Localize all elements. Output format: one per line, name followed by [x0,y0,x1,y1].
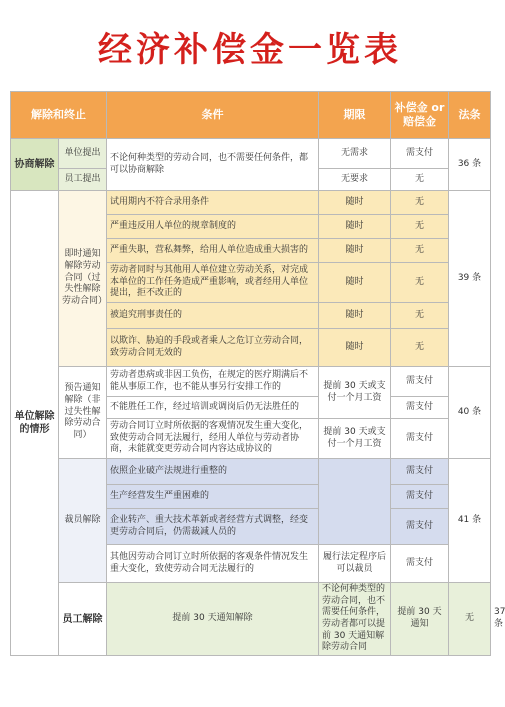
table-row [11,459,491,485]
compensation-table [10,91,505,656]
compensation-cell: 需支付 [391,459,449,485]
table-row: 员工解除 提前 30 天通知解除 不论何种类型的劳动合同，也不需要任何条件，劳动者都可以提前 30 天通知解除劳动合同 提前 30 天通知 无 37 条 [11,583,491,656]
condition-cell: 劳动者同时与其他用人单位建立劳动关系，对完成本单位的工作任务造成严重影响，或者经用人单位提出，拒不改正的 [107,263,319,303]
table-row [11,139,491,169]
condition-cell: 以欺诈、胁迫的手段或者乘人之危订立劳动合同，致劳动合同无效的 [107,329,319,367]
table-row [11,367,491,397]
header-compensation: 补偿金 or 赔偿金 [391,92,449,139]
sub-label: 员工提出 [59,169,107,191]
condition-cell: 劳动合同订立时所依据的客观情况发生重大变化，致使劳动合同无法履行，经用人单位与劳动者协商，未能就变更劳动合同内容达成协议的 [107,419,319,459]
header-period: 期限 [319,92,391,139]
condition-cell: 不论何种类型的劳动合同，也不需要任何条件，劳动者都可以提前 30 天通知解除劳动合同 [319,583,391,656]
condition-cell: 严重违反用人单位的规章制度的 [107,215,319,239]
law-cell: 40 条 [449,367,491,459]
group-employer: 单位解除的情形 [11,191,59,656]
page-title: 经济补偿金一览表 [98,30,402,70]
condition-cell: 依照企业破产法规进行重整的 [107,459,319,485]
period-cell: 无需求 [319,139,391,169]
compensation-cell: 需支付 [391,397,449,419]
compensation-cell: 需支付 [391,509,449,545]
compensation-cell: 无 [391,215,449,239]
sub-label: 预告通知解除（非过失性解除劳动合同） [59,367,107,459]
compensation-cell: 无 [391,169,449,191]
condition-cell: 不论何种类型的劳动合同，也不需要任何条件，都可以协商解除 [107,139,319,191]
compensation-cell: 需支付 [391,419,449,459]
law-cell: 41 条 [449,459,491,583]
compensation-cell: 无 [391,239,449,263]
period-cell [319,459,391,545]
condition-cell: 被追究刑事责任的 [107,303,319,329]
compensation-cell: 需支付 [391,367,449,397]
condition-cell: 生产经营发生严重困难的 [107,485,319,509]
period-cell: 履行法定程序后可以裁员 [319,545,391,583]
sub-label: 单位提出 [59,139,107,169]
compensation-cell: 无 [391,303,449,329]
compensation-cell: 需支付 [391,139,449,169]
period-cell: 随时 [319,303,391,329]
condition-cell: 不能胜任工作，经过培训或调岗后仍无法胜任的 [107,397,319,419]
condition-cell: 劳动者患病或非因工负伤，在规定的医疗期满后不能从事原工作，也不能从事另行安排工作的 [107,367,319,397]
compensation-cell: 无 [449,583,491,656]
period-cell: 随时 [319,215,391,239]
compensation-cell: 需支付 [391,545,449,583]
condition-cell: 试用期内不符合录用条件 [107,191,319,215]
condition-cell: 严重失职，营私舞弊，给用人单位造成重大损害的 [107,239,319,263]
period-cell: 随时 [319,191,391,215]
period-cell: 随时 [319,263,391,303]
sub-label: 即时通知解除劳动合同（过失性解除劳动合同） [59,191,107,367]
header-law: 法条 [449,92,491,139]
header-termination: 解除和终止 [11,92,107,139]
compensation-cell: 无 [391,329,449,367]
header-condition: 条件 [107,92,319,139]
condition-cell: 其他因劳动合同订立时所依据的客观条件情况发生重大变化，致使劳动合同无法履行的 [107,545,319,583]
header-row [11,92,491,139]
law-cell: 39 条 [449,191,491,367]
period-cell: 随时 [319,239,391,263]
period-cell: 提前 30 天通知 [391,583,449,656]
period-cell: 提前 30 天或支付一个月工资 [319,419,391,459]
condition-cell: 企业转产、重大技术革新或者经营方式调整，经变更劳动合同后，仍需裁减人员的 [107,509,319,545]
sub-label: 裁员解除 [59,459,107,583]
compensation-cell: 需支付 [391,485,449,509]
period-cell: 无要求 [319,169,391,191]
sub-label: 提前 30 天通知解除 [107,583,319,656]
group-negotiated: 协商解除 [11,139,59,191]
group-employee: 员工解除 [59,583,107,656]
table-row [11,191,491,215]
law-cell: 36 条 [449,139,491,191]
period-cell: 随时 [319,329,391,367]
compensation-cell: 无 [391,191,449,215]
compensation-cell: 无 [391,263,449,303]
period-cell: 提前 30 天或支付一个月工资 [319,367,391,419]
